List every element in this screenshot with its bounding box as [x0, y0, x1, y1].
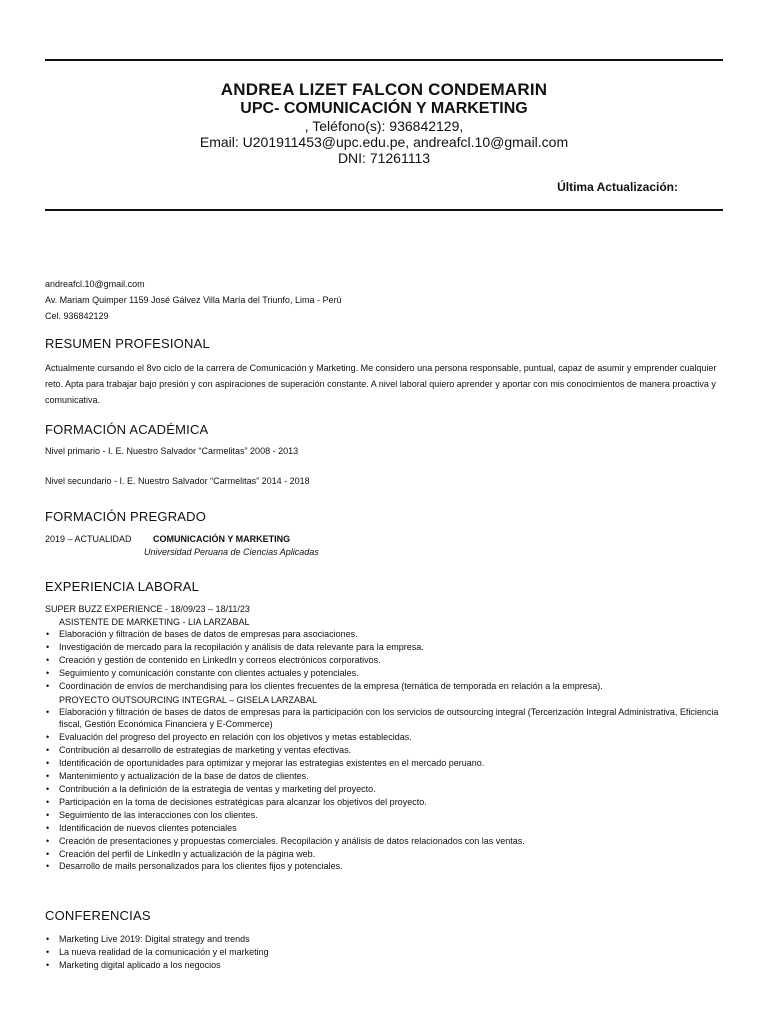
list-item: • Elaboración y filtración de bases de datos de empresas para la participación con los servicios de outsourcing integral (Tercerización Integral Administrativa, Eficiencia fiscal, Gestión Económica Financiera y E-Commerce)	[45, 706, 725, 732]
list-item: • Marketing Live 2019: Digital strategy and trends	[45, 933, 725, 946]
conferencias-list	[45, 933, 725, 972]
list-item: • Creación y gestión de contenido en LinkedIn y correos electrónicos corporativos.	[45, 654, 725, 667]
candidate-name: ANDREA LIZET FALCON CONDEMARIN	[220, 80, 548, 99]
list-item: • Marketing digital aplicado a los negocios	[45, 959, 725, 972]
section-pregrado	[45, 509, 725, 559]
list-item: • Identificación de oportunidades para optimizar y mejorar las estrategias existentes en el mercado peruano.	[45, 757, 725, 770]
resumen-title: RESUMEN PROFESIONAL	[45, 336, 210, 351]
header-bottom-divider	[45, 209, 723, 211]
pregrado-degree: COMUNICACIÓN Y MARKETING	[153, 534, 291, 544]
resumen-text: Actualmente cursando el 8vo ciclo de la carrera de Comunicación y Marketing. Me considero una persona responsable, puntual, capaz de asumir y emprender cualquier reto. Apta para trabajar bajo presión y con aspiraciones de superación constante. A nivel laboral quiero aprender y aportar con mis conocimientos de manera proactiva y comunicativa.	[45, 363, 717, 405]
formacion-primario: Nivel primario - I. E. Nuestro Salvador “Carmelitas” 2008 - 2013	[45, 446, 299, 456]
role1-list	[45, 628, 725, 693]
list-item: • Creación de presentaciones y propuestas comerciales. Recopilación y análisis de datos relacionados con las ventas.	[45, 835, 725, 848]
experiencia-title: EXPERIENCIA LABORAL	[45, 579, 200, 594]
pregrado-period: 2019 – ACTUALIDAD	[45, 534, 132, 544]
list-item: • Evaluación del progreso del proyecto en relación con los objetivos y metas establecidas.	[45, 731, 725, 744]
contact-address: Av. Mariam Quimper 1159 José Gálvez Villa María del Triunfo, Lima - Perú	[45, 295, 342, 305]
list-item: • Contribución a la definición de la estrategia de ventas y marketing del proyecto.	[45, 783, 725, 796]
pregrado-university: Universidad Peruana de Ciencias Aplicadas	[144, 547, 319, 557]
section-conferencias	[45, 908, 725, 972]
list-item: • Desarrollo de mails personalizados para los clientes fijos y potenciales.	[45, 860, 725, 873]
formacion-secundario: Nivel secundario - I. E. Nuestro Salvador “Carmelitas” 2014 - 2018	[45, 476, 310, 486]
section-experiencia	[45, 579, 725, 873]
role2-list	[45, 706, 725, 874]
section-formacion	[45, 422, 725, 486]
experiencia-company: SUPER BUZZ EXPERIENCE - 18/09/23 – 18/11/23	[45, 604, 250, 614]
pregrado-row	[45, 533, 725, 546]
list-item: • Participación en la toma de decisiones estratégicas para alcanzar los objetivos del proyecto.	[45, 796, 725, 809]
list-item: • Seguimiento y comunicación constante con clientes actuales y potenciales.	[45, 667, 725, 680]
list-item: • Contribución al desarrollo de estrategias de marketing y ventas efectivas.	[45, 744, 725, 757]
list-item: • Identificación de nuevos clientes potenciales	[45, 822, 725, 835]
list-item: • Investigación de mercado para la recopilación y análisis de data relevante para la empresa.	[45, 641, 725, 654]
list-item: • Seguimiento de las interacciones con los clientes.	[45, 809, 725, 822]
list-item: • La nueva realidad de la comunicación y el marketing	[45, 946, 725, 959]
candidate-subtitle: UPC- COMUNICACIÓN Y MARKETING	[240, 100, 528, 117]
contact-cell: Cel. 936842129	[45, 311, 109, 321]
contact-block	[45, 276, 341, 324]
role2-title: PROYECTO OUTSOURCING INTEGRAL – GISELA LARZABAL	[59, 694, 318, 705]
list-item: • Creación del perfil de LinkedIn y actualización de la página web.	[45, 848, 725, 861]
email-line: Email: U201911453@upc.edu.pe, andreafcl.10@gmail.com	[199, 134, 569, 150]
section-resumen	[45, 336, 725, 408]
contact-email: andreafcl.10@gmail.com	[45, 279, 145, 289]
list-item: • Mantenimiento y actualización de la base de datos de clientes.	[45, 770, 725, 783]
list-item: • Elaboración y filtración de bases de datos de empresas para asociaciones.	[45, 628, 725, 641]
conferencias-title: CONFERENCIAS	[45, 908, 151, 923]
dni-line: DNI: 71261113	[337, 150, 431, 166]
top-divider	[45, 59, 723, 61]
formacion-title: FORMACIÓN ACADÉMICA	[45, 422, 209, 437]
list-item: • Coordinación de envíos de merchandising para los clientes frecuentes de la empresa (temática de temporada en relación a la empresa).	[45, 680, 725, 693]
role1-title: ASISTENTE DE MARKETING - LIA LARZABAL	[59, 617, 250, 627]
pregrado-title: FORMACIÓN PREGRADO	[45, 509, 207, 524]
phone-line: , Teléfono(s): 936842129,	[304, 118, 464, 134]
cv-header	[45, 80, 723, 166]
last-updated-label: Última Actualización:	[557, 180, 678, 194]
